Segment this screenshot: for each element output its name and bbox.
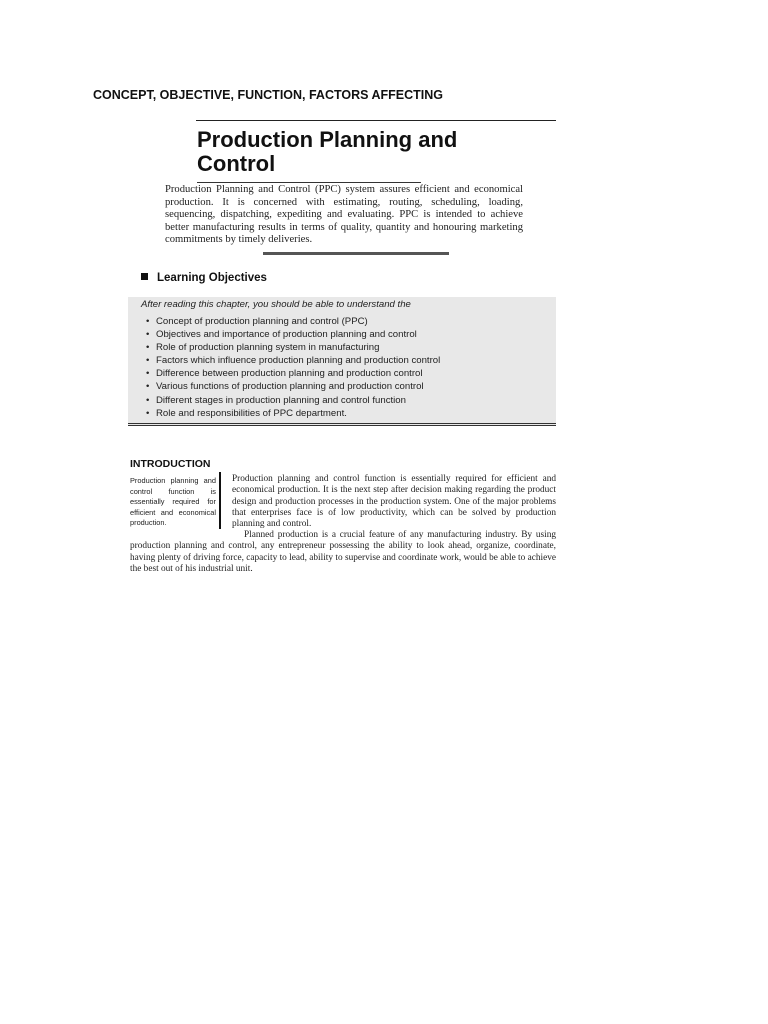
margin-note: Production planning and control function is essentially required for efficient and economical production. bbox=[130, 476, 216, 528]
intro-rule bbox=[263, 252, 449, 255]
bullet-icon: • bbox=[146, 407, 150, 419]
introduction-paragraph-1: Production planning and control function is essentially required for efficient and economical production. It is the next step after decision making regarding the product design and production processes in the production system. One of the major problems that enterprises face is of low productivity, which can be solved by production planning and control. bbox=[232, 474, 556, 530]
margin-note-bar bbox=[219, 472, 221, 529]
list-item: • Different stages in production planning and control function bbox=[146, 394, 406, 406]
learning-objectives-intro: After reading this chapter, you should be able to understand the bbox=[141, 299, 411, 310]
bullet-icon: • bbox=[146, 355, 150, 367]
learning-objectives-label: Learning Objectives bbox=[157, 272, 267, 284]
bullet-icon: • bbox=[146, 368, 150, 380]
introduction-heading: INTRODUCTION bbox=[130, 458, 211, 470]
bullet-icon: • bbox=[146, 316, 150, 327]
square-bullet-icon bbox=[141, 273, 148, 280]
list-item: • Role of production planning system in manufacturing bbox=[146, 342, 380, 354]
list-item: • Role and responsibilities of PPC department. bbox=[146, 407, 347, 419]
list-item: • Various functions of production planning and production control bbox=[146, 381, 424, 393]
chapter-intro: Production Planning and Control (PPC) system assures efficient and economical production. It is concerned with estimating, routing, scheduling, loading, sequencing, dispatching, expediting and evaluating. PPC is intended to achieve better manufacturing results in terms of quality, quantity and honouring marketing commitments by timely deliveries. bbox=[165, 184, 523, 246]
chapter-title: Production Planning and Control bbox=[197, 127, 458, 176]
list-item: • Objectives and importance of production planning and control bbox=[146, 329, 417, 341]
learning-objectives-box bbox=[128, 297, 556, 426]
list-item: • Concept of production planning and control (PPC) bbox=[146, 316, 368, 327]
list-item: • Factors which influence production planning and production control bbox=[146, 355, 441, 367]
bullet-icon: • bbox=[146, 381, 150, 393]
learning-objectives-list bbox=[146, 315, 440, 420]
top-rule bbox=[196, 120, 556, 121]
bullet-icon: • bbox=[146, 394, 150, 406]
bullet-icon: • bbox=[146, 329, 150, 341]
bullet-icon: • bbox=[146, 342, 150, 354]
title-rule bbox=[197, 182, 421, 183]
introduction-paragraph-2: Planned production is a crucial feature of any manufacturing industry. By using production planning and control, any entrepreneur possessing the ability to look ahead, organize, coordinate, having plenty of driving force, capacity to lead, ability to supervise and coordinate work, would be able to achieve the best out of his industrial unit. bbox=[130, 530, 556, 574]
page-heading: CONCEPT, OBJECTIVE, FUNCTION, FACTORS AFFECTING bbox=[93, 88, 444, 102]
list-item: • Difference between production planning and production control bbox=[146, 368, 423, 380]
learning-objectives-heading bbox=[141, 272, 267, 284]
